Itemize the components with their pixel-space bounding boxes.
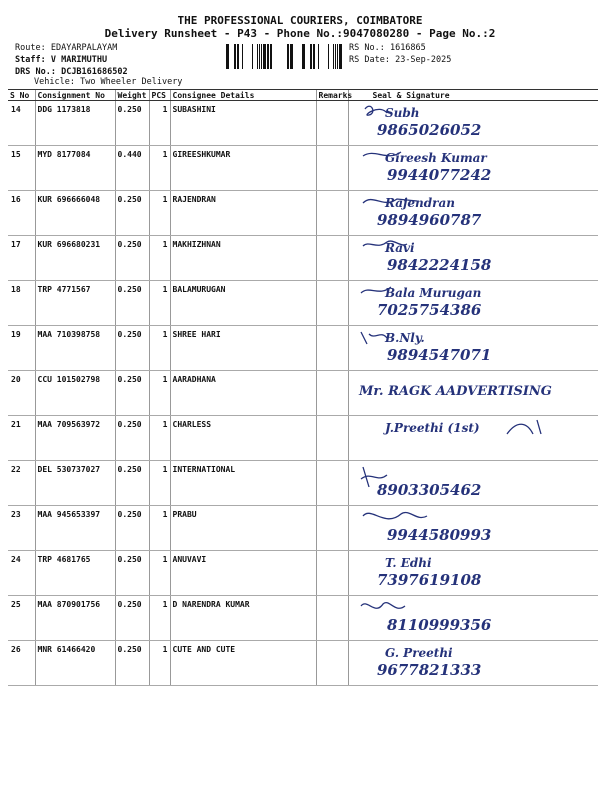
signature-name: Gireesh Kumar: [384, 151, 487, 165]
cell-weight: 0.250: [115, 281, 149, 326]
cell-remarks: [316, 461, 348, 506]
staff-value: V MARIMUTHU: [50, 55, 108, 65]
cell-pcs: 1: [149, 191, 170, 236]
cell-consignee: AARADHANA: [170, 371, 316, 416]
barcode-bar: [313, 44, 315, 69]
table-row: [8, 326, 598, 371]
cell-seal-signature: [348, 506, 598, 551]
cell-seal-signature: [348, 146, 598, 191]
table-row: [8, 146, 598, 191]
barcode-bar: [339, 44, 342, 69]
cell-consignment: TRP 4681765: [35, 551, 115, 596]
table-row: [8, 596, 598, 641]
rs-date-line: [349, 55, 451, 65]
cell-consignment: MAA 709563972: [35, 416, 115, 461]
signature-phone: 9944077242: [386, 166, 491, 184]
cell-remarks: [316, 326, 348, 371]
cell-seal-signature: [348, 191, 598, 236]
cell-pcs: 1: [149, 146, 170, 191]
cell-seal-signature: [348, 101, 598, 146]
barcode-bar: [333, 44, 334, 69]
company-title: THE PROFESSIONAL COURIERS, COIMBATORE: [177, 14, 423, 27]
cell-remarks: [316, 641, 348, 686]
barcode-bar: [337, 44, 338, 69]
cell-consignment: DDG 1173818: [35, 101, 115, 146]
handwritten-signature: [357, 641, 577, 681]
signature-name: Ravi: [384, 241, 415, 255]
col-seal-signature: Seal & Signature: [348, 90, 598, 101]
barcode-bar: [259, 44, 260, 69]
cell-consignment: MNR 61466420: [35, 641, 115, 686]
cell-remarks: [316, 191, 348, 236]
barcode-bar: [328, 44, 329, 69]
cell-sno: 15: [8, 146, 35, 191]
cell-pcs: 1: [149, 326, 170, 371]
barcode-bar: [252, 44, 253, 69]
rs-date-label: RS Date:: [349, 55, 390, 65]
vehicle-label: Vehicle:: [34, 77, 75, 87]
cell-pcs: 1: [149, 416, 170, 461]
cell-seal-signature: [348, 416, 598, 461]
rs-no-label: RS No.:: [349, 43, 385, 53]
cell-weight: 0.250: [115, 236, 149, 281]
staff-line: [15, 55, 107, 65]
cell-sno: 24: [8, 551, 35, 596]
barcode-bar: [318, 44, 319, 69]
drs-value: DCJB161686502: [61, 67, 128, 77]
drs-label: DRS No.:: [15, 67, 56, 77]
cell-consignee: MAKHIZHNAN: [170, 236, 316, 281]
cell-seal-signature: [348, 281, 598, 326]
signature-phone: 8110999356: [386, 616, 491, 634]
table-row: [8, 191, 598, 236]
signature-phone: 9677821333: [376, 661, 481, 679]
cell-pcs: 1: [149, 101, 170, 146]
cell-weight: 0.250: [115, 416, 149, 461]
signature-phone: 9894960787: [376, 211, 481, 229]
signature-name: G. Preethi: [384, 646, 453, 660]
signature-phone: 7025754386: [376, 301, 481, 319]
cell-pcs: 1: [149, 461, 170, 506]
cell-consignment: KUR 696680231: [35, 236, 115, 281]
cell-consignment: KUR 696666048: [35, 191, 115, 236]
handwritten-signature: [357, 281, 577, 321]
cell-pcs: 1: [149, 641, 170, 686]
col-pcs: PCS: [149, 90, 170, 101]
signature-phone: 8903305462: [376, 481, 481, 499]
col-remarks: Remarks: [316, 90, 348, 101]
cell-consignee: ANUVAVI: [170, 551, 316, 596]
barcode-bar: [290, 44, 293, 69]
barcode-bar: [310, 44, 312, 69]
rs-no-line: [349, 43, 426, 53]
cell-sno: 18: [8, 281, 35, 326]
cell-consignment: MAA 710398758: [35, 326, 115, 371]
barcode-image: [226, 44, 342, 69]
cell-consignee: CHARLESS: [170, 416, 316, 461]
runsheet-subtitle: Delivery Runsheet - P43 - Phone No.:9047080280 - Page No.:2: [104, 27, 496, 40]
cell-remarks: [316, 281, 348, 326]
handwritten-signature: [357, 146, 577, 186]
cell-pcs: 1: [149, 596, 170, 641]
handwritten-signature: [357, 416, 577, 456]
cell-remarks: [316, 236, 348, 281]
cell-weight: 0.250: [115, 551, 149, 596]
barcode-bar: [335, 44, 336, 69]
cell-remarks: [316, 416, 348, 461]
route-label: Route:: [15, 43, 46, 53]
table-row: [8, 416, 598, 461]
route-line: [15, 43, 117, 53]
handwritten-signature: [357, 461, 577, 501]
signature-phone: 9944580993: [386, 526, 491, 544]
table-row: [8, 551, 598, 596]
cell-consignee: SUBASHINI: [170, 101, 316, 146]
cell-seal-signature: [348, 641, 598, 686]
cell-seal-signature: [348, 326, 598, 371]
rs-no-value: 1616865: [389, 43, 426, 53]
cell-sno: 21: [8, 416, 35, 461]
cell-sno: 26: [8, 641, 35, 686]
signature-name: T. Edhi: [384, 556, 432, 570]
cell-consignment: TRP 4771567: [35, 281, 115, 326]
handwritten-signature: [357, 101, 577, 141]
barcode-bar: [242, 44, 243, 69]
cell-consignment: MAA 870901756: [35, 596, 115, 641]
col-sno: S No: [8, 90, 35, 101]
signature-name: J.Preethi (1st): [384, 421, 480, 435]
cell-pcs: 1: [149, 506, 170, 551]
signature-phone: 9865026052: [376, 121, 481, 139]
cell-sno: 14: [8, 101, 35, 146]
barcode-bar: [226, 44, 229, 69]
cell-sno: 17: [8, 236, 35, 281]
cell-weight: 0.250: [115, 596, 149, 641]
barcode-bar: [267, 44, 269, 69]
col-consignment: Consignment No: [35, 90, 115, 101]
table-header-row: [8, 90, 598, 101]
cell-sno: 22: [8, 461, 35, 506]
cell-weight: 0.250: [115, 326, 149, 371]
cell-sno: 25: [8, 596, 35, 641]
cell-seal-signature: [348, 371, 598, 416]
cell-weight: 0.250: [115, 506, 149, 551]
staff-label: Staff:: [15, 55, 46, 65]
barcode-bar: [263, 44, 266, 69]
handwritten-signature: [357, 596, 577, 636]
cell-pcs: 1: [149, 551, 170, 596]
cell-consignee: RAJENDRAN: [170, 191, 316, 236]
table-row: [8, 506, 598, 551]
cell-consignee: BALAMURUGAN: [170, 281, 316, 326]
cell-consignee: GIREESHKUMAR: [170, 146, 316, 191]
cell-pcs: 1: [149, 236, 170, 281]
signature-phone: 9894547071: [386, 346, 491, 364]
handwritten-signature: [357, 191, 577, 231]
cell-remarks: [316, 146, 348, 191]
cell-weight: 0.250: [115, 101, 149, 146]
cell-remarks: [316, 596, 348, 641]
handwritten-signature: [357, 371, 577, 411]
signature-phone: 7397619108: [376, 571, 481, 589]
table-row: [8, 461, 598, 506]
cell-remarks: [316, 101, 348, 146]
cell-weight: 0.250: [115, 641, 149, 686]
signature-name: Bala Murugan: [384, 286, 481, 300]
signature-name: Subh: [384, 106, 420, 120]
runsheet-table: [8, 89, 598, 686]
handwritten-signature: [357, 326, 577, 366]
seal-stamp: Mr. RAGK AADVERTISING: [358, 384, 552, 399]
barcode-bar: [287, 44, 289, 69]
cell-weight: 0.250: [115, 191, 149, 236]
table-row: [8, 281, 598, 326]
barcode-bar: [237, 44, 239, 69]
cell-consignee: D NARENDRA KUMAR: [170, 596, 316, 641]
signature-name: Rajendran: [384, 196, 455, 210]
table-row: [8, 371, 598, 416]
cell-remarks: [316, 506, 348, 551]
rs-date-value: 23-Sep-2025: [395, 55, 452, 65]
cell-remarks: [316, 371, 348, 416]
cell-pcs: 1: [149, 281, 170, 326]
vehicle-line: [34, 77, 182, 87]
col-weight: Weight: [115, 90, 149, 101]
cell-weight: 0.250: [115, 371, 149, 416]
vehicle-value: Two Wheeler Delivery: [80, 77, 183, 87]
cell-seal-signature: [348, 461, 598, 506]
cell-pcs: 1: [149, 371, 170, 416]
cell-consignment: MAA 945653397: [35, 506, 115, 551]
cell-remarks: [316, 551, 348, 596]
barcode-bar: [234, 44, 236, 69]
cell-seal-signature: [348, 236, 598, 281]
cell-consignment: MYD 8177084: [35, 146, 115, 191]
cell-sno: 20: [8, 371, 35, 416]
drs-line: [15, 67, 128, 77]
handwritten-signature: [357, 506, 577, 546]
barcode-bar: [257, 44, 258, 69]
cell-seal-signature: [348, 551, 598, 596]
cell-consignment: CCU 101502798: [35, 371, 115, 416]
handwritten-signature: [357, 236, 577, 276]
handwritten-signature: [357, 551, 577, 591]
table-row: [8, 236, 598, 281]
cell-consignment: DEL 530737027: [35, 461, 115, 506]
cell-consignee: CUTE AND CUTE: [170, 641, 316, 686]
cell-sno: 16: [8, 191, 35, 236]
cell-consignee: INTERNATIONAL: [170, 461, 316, 506]
cell-sno: 19: [8, 326, 35, 371]
barcode-bar: [270, 44, 272, 69]
barcode-bar: [261, 44, 262, 69]
signature-phone: 9842224158: [386, 256, 491, 274]
cell-sno: 23: [8, 506, 35, 551]
cell-weight: 0.440: [115, 146, 149, 191]
cell-seal-signature: [348, 596, 598, 641]
col-consignee: Consignee Details: [170, 90, 316, 101]
table-row: [8, 641, 598, 686]
cell-weight: 0.250: [115, 461, 149, 506]
cell-consignee: SHREE HARI: [170, 326, 316, 371]
barcode-bar: [302, 44, 305, 69]
cell-consignee: PRABU: [170, 506, 316, 551]
signature-name: B.Nly.: [384, 331, 425, 345]
route-value: EDAYARPALAYAM: [50, 43, 118, 53]
table-row: [8, 101, 598, 146]
